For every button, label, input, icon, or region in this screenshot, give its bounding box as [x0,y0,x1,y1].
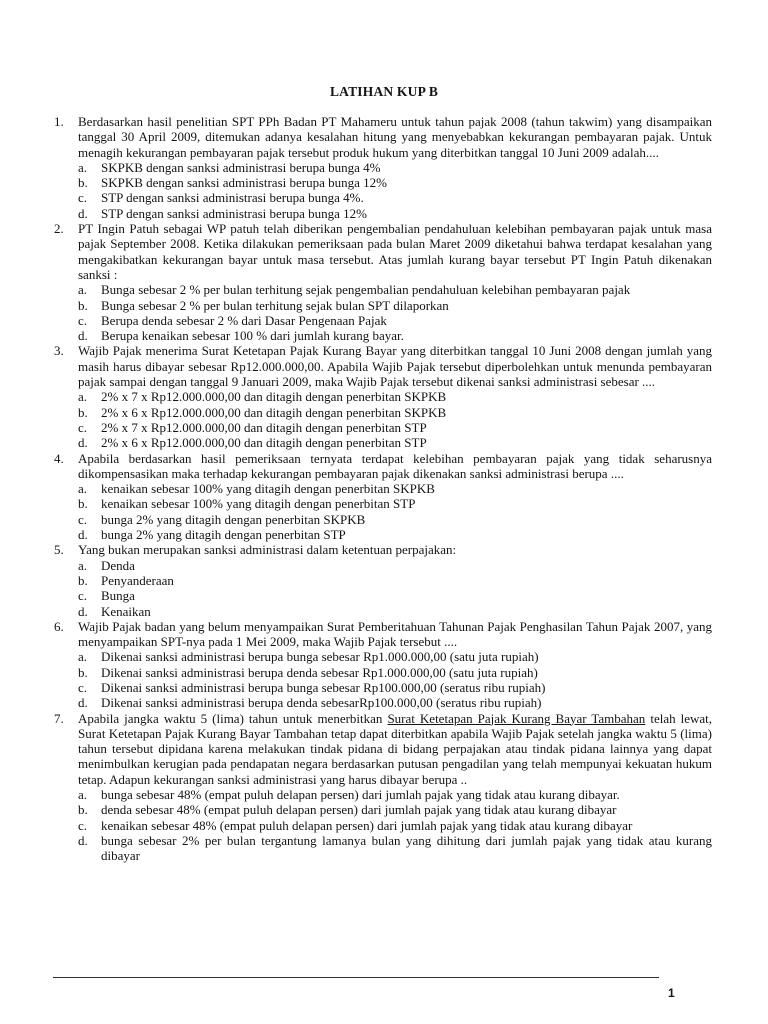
question-text: Wajib Pajak menerima Surat Ketetapan Pajak Kurang Bayar yang diterbitkan tanggal 10 Juni 2008 dengan jumlah yang masih harus dibayar sebesar Rp12.000.000,00. Apabila Wajib Pajak tersebut diperbolehkan untuk menunda pembayaran pajak sampai dengan tanggal 9 Januari 2009, maka Wajib Pajak tersebut dikenai sanksi administrasi sebesar .... [78,343,712,390]
question-number: 3. [54,343,64,359]
option-7c [54,818,712,833]
option-1d [54,206,712,221]
option-letter: d. [78,205,88,221]
option-text: Penyanderaan [101,572,174,588]
option-letter: c. [78,588,88,604]
option-text: kenaikan sebesar 100% yang ditagih dengan penerbitan STP [101,496,416,512]
option-text: Bunga sebesar 2 % per bulan terhitung sejak pengembalian pendahuluan kelebihan pembayaran pajak [101,282,631,298]
option-letter: c. [78,190,88,206]
option-5a [54,558,712,573]
question-list [54,114,712,864]
question-number: 4. [54,450,64,466]
option-4c [54,512,712,527]
option-6b [54,665,712,680]
question-text: Berdasarkan hasil penelitian SPT PPh Badan PT Mahameru untuk tahun pajak 2008 (tahun takwim) yang disampaikan tanggal 30 April 2009, ditemukan adanya kesalahan hitung yang menyebabkan kekurangan pembayaran pajak. Untuk menagih kekurangan pembayaran pajak tersebut produk hukum yang diterbitkan tanggal 10 Juni 2009 adalah.... [78,114,712,160]
option-7a [54,787,712,802]
question-2 [54,221,712,282]
question-text-start: Apabila jangka waktu 5 (lima) tahun untuk menerbitkan [78,710,388,726]
question-number: 5. [54,542,64,558]
option-text: denda sebesar 48% (empat puluh delapan persen) dari jumlah pajak yang tidak atau kurang dibayar [101,802,617,818]
option-text: Dikenai sanksi administrasi berupa denda sebesar Rp1.000.000,00 (satu juta rupiah) [101,664,538,680]
option-text: Kenaikan [101,603,151,619]
option-letter: b. [78,664,88,680]
option-letter: c. [78,511,88,527]
option-3a [54,389,712,404]
question-number: 6. [54,618,64,634]
question-number: 1. [54,114,64,129]
option-text: SKPKB dengan sanksi administrasi berupa bunga 4% [101,159,381,175]
option-text: 2% x 6 x Rp12.000.000,00 dan ditagih dengan penerbitan SKPKB [101,404,447,420]
question-text: Yang bukan merupakan sanksi administrasi dalam ketentuan perpajakan: [78,542,457,558]
option-text: Dikenai sanksi administrasi berupa denda sebesarRp100.000,00 (seratus ribu rupiah) [101,695,542,711]
option-4a [54,481,712,496]
option-letter: a. [78,787,88,803]
option-7d [54,833,712,864]
option-7b [54,802,712,817]
question-3 [54,343,712,389]
option-letter: c. [78,679,88,695]
option-letter: c. [78,817,88,833]
option-text: 2% x 7 x Rp12.000.000,00 dan ditagih dengan penerbitan STP [101,419,427,435]
option-letter: b. [78,572,88,588]
page-number: 1 [668,986,675,1000]
option-letter: d. [78,832,88,848]
question-text: PT Ingin Patuh sebagai WP patuh telah diberikan pengembalian pendahuluan kelebihan pembayaran pajak untuk masa pajak September 2008. Ketika dilakukan pemeriksaan pada bulan Maret 2009 diketahui bahwa terdapat kesalahan yang mengakibatkan kekurangan bayar untuk masa tersebut. Atas jumlah kurang bayar tersebut PT Ingin Patuh dikenakan sanksi : [78,221,712,282]
option-2a [54,282,712,297]
question-1 [54,114,712,160]
option-letter: a. [78,557,88,573]
option-text: 2% x 6 x Rp12.000.000,00 dan ditagih dengan penerbitan STP [101,435,427,451]
option-letter: b. [78,175,88,191]
option-letter: b. [78,297,88,313]
option-letter: d. [78,527,88,543]
option-text: bunga 2% yang ditagih dengan penerbitan SKPKB [101,511,366,527]
option-1b [54,175,712,190]
option-text: SKPKB dengan sanksi administrasi berupa bunga 12% [101,175,387,191]
option-letter: a. [78,159,88,175]
option-letter: d. [78,695,88,711]
option-letter: c. [78,312,88,328]
question-text [78,711,712,787]
footer-divider [53,977,659,978]
option-text: Bunga [101,588,135,604]
option-5d [54,604,712,619]
option-5c [54,588,712,603]
option-2b [54,298,712,313]
option-letter: b. [78,404,88,420]
option-letter: d. [78,435,88,451]
underlined-term: Surat Ketetapan Pajak Kurang Bayar Tambahan [387,710,646,726]
option-letter: d. [78,328,88,344]
option-2d [54,328,712,343]
option-6a [54,649,712,664]
option-letter: d. [78,603,88,619]
option-1c [54,190,712,205]
option-3c [54,420,712,435]
option-3b [54,405,712,420]
question-text-end: telah lewat, Surat Ketetapan Pajak Kurang Bayar Tambahan tetap dapat diterbitkan apabila Wajib Pajak setelah jangka waktu 5 (lima) tahun tersebut dipidana karena melakukan tindak pidana di bidang perpajakan atau tindak pidana lainnya yang dapat menimbulkan kerugian pada pendapatan negara berdasarkan putusan pengadilan yang telah mempunyai kekuatan hukum tetap. Adapun kekurangan sanksi administrasi yang harus dibayar berupa .. [78,710,713,787]
question-text: Wajib Pajak badan yang belum menyampaikan Surat Pemberitahuan Tahunan Pajak Penghasilan Tahun Pajak 2007, yang menyampaikan SPT-nya pada 1 Mei 2009, maka Wajib Pajak tersebut .... [78,618,712,650]
option-text: Bunga sebesar 2 % per bulan terhitung sejak bulan SPT dilaporkan [101,297,449,313]
option-text: STP dengan sanksi administrasi berupa bunga 4%. [101,190,364,206]
option-4d [54,527,712,542]
option-2c [54,313,712,328]
question-7 [54,711,712,787]
option-text: Berupa kenaikan sebesar 100 % dari jumlah kurang bayar. [101,328,404,344]
option-letter: a. [78,389,88,405]
option-1a [54,160,712,175]
option-text: bunga 2% yang ditagih dengan penerbitan STP [101,527,346,543]
question-text: Apabila berdasarkan hasil pemeriksaan ternyata terdapat kelebihan pembayaran pajak yang tidak seharusnya dikompensasikan maka terhadap kekurangan pembayaran pajak dikenakan sanksi administrasi berupa .... [78,450,712,481]
option-letter: a. [78,481,88,497]
question-4 [54,451,712,482]
option-4b [54,496,712,511]
option-letter: a. [78,282,88,298]
option-text: kenaikan sebesar 100% yang ditagih dengan penerbitan SKPKB [101,481,435,497]
option-letter: a. [78,649,88,665]
option-letter: b. [78,496,88,512]
option-text: Dikenai sanksi administrasi berupa bunga sebesar Rp1.000.000,00 (satu juta rupiah) [101,649,539,665]
question-number: 7. [54,710,64,726]
question-6 [54,619,712,650]
option-text: Berupa denda sebesar 2 % dari Dasar Pengenaan Pajak [101,312,387,328]
option-text: Denda [101,557,135,573]
option-text: kenaikan sebesar 48% (empat puluh delapan persen) dari jumlah pajak yang tidak atau kurang dibayar [101,817,633,833]
option-text: Dikenai sanksi administrasi berupa bunga sebesar Rp100.000,00 (seratus ribu rupiah) [101,679,546,695]
option-text: bunga sebesar 2% per bulan tergantung lamanya bulan yang dihitung dari jumlah pajak yang tidak atau kurang dibayar [101,832,712,864]
question-number: 2. [54,221,64,237]
option-3d [54,435,712,450]
option-text: 2% x 7 x Rp12.000.000,00 dan ditagih dengan penerbitan SKPKB [101,389,447,405]
question-5 [54,542,712,557]
option-6d [54,695,712,710]
option-letter: b. [78,802,88,818]
option-letter: c. [78,419,88,435]
option-text: bunga sebesar 48% (empat puluh delapan persen) dari jumlah pajak yang tidak atau kurang dibayar. [101,787,620,803]
option-text: STP dengan sanksi administrasi berupa bunga 12% [101,205,367,221]
document-title: LATIHAN KUP B [329,84,439,99]
option-5b [54,573,712,588]
option-6c [54,680,712,695]
